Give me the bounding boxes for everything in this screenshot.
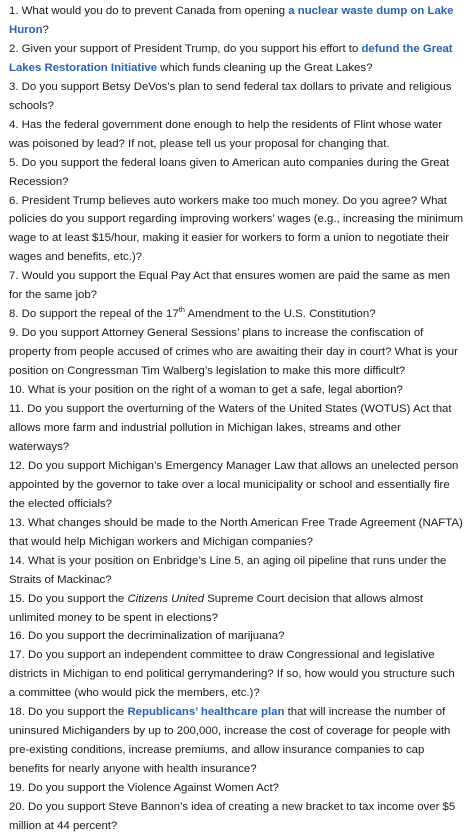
question-15 (9, 590, 464, 628)
question-11 (9, 400, 464, 457)
healthcare-plan-link[interactable]: Republicans’ healthcare plan (127, 706, 285, 719)
question-20 (9, 798, 464, 836)
question-text: What changes should be made to the North American Free Trade Agreement (NAFTA) that would help Michigan workers and Michigan companies? (9, 516, 463, 548)
question-text: Do you support an independent committee to draw Congressional and legislative districts in Michigan to end political gerrymandering? If so, how would you structure such a committee (who would pick the members, etc.)? (9, 649, 455, 700)
question-text: Would you support the Equal Pay Act that ensures women are paid the same as men for the same job? (9, 270, 451, 302)
question-text: that will increase the number of uninsured Michiganders by up to 200,000, increase the cost of coverage for people with pre-existing conditions, increase premiums, and allow insurance companies to cap benefits for nearly anyone with health insurance? (9, 706, 451, 776)
question-text: Do you support the Violence Against Women Act? (28, 782, 279, 795)
question-number: 18. (9, 706, 25, 719)
question-number: 5. (9, 156, 19, 169)
great-lakes-restoration-link[interactable]: defund the Great Lakes Restoration Initiative (9, 42, 453, 74)
question-text: Do you support the (28, 592, 128, 605)
question-6 (9, 192, 464, 268)
question-number: 2. (9, 42, 19, 55)
question-number: 15. (9, 592, 25, 605)
question-number: 14. (9, 554, 25, 567)
question-number: 10. (9, 384, 25, 397)
case-name: Citizens United (127, 592, 205, 605)
question-number: 19. (9, 782, 25, 795)
question-18 (9, 703, 464, 779)
question-text: ? (42, 23, 49, 36)
question-2 (9, 40, 464, 78)
question-number: 12. (9, 459, 25, 472)
question-text: Do you support the federal loans given to American auto companies during the Great Recession? (9, 156, 450, 188)
question-text: Amendment to the U.S. Constitution? (184, 308, 376, 321)
question-14 (9, 552, 464, 590)
question-5 (9, 154, 464, 192)
question-13 (9, 514, 464, 552)
question-number: 20. (9, 801, 25, 814)
question-text: What is your position on the right of a woman to get a safe, legal abortion? (28, 384, 403, 397)
question-10 (9, 381, 464, 400)
question-number: 6. (9, 194, 19, 207)
question-12 (9, 457, 464, 514)
ordinal-suffix: th (178, 305, 185, 315)
question-number: 11. (9, 403, 24, 416)
question-16 (9, 627, 464, 646)
question-text: President Trump believes auto workers make too much money. Do you agree? What policies do you support regarding improving workers’ wages (e.g., increasing the minimum wage to at least $15/hour, making it easier for workers to form a union to negotiate their wages and benefits, etc.)? (9, 194, 464, 264)
question-text: Do you support the (28, 706, 128, 719)
question-number: 9. (9, 327, 19, 340)
question-4 (9, 116, 464, 154)
question-text: Supreme Court decision that allows almost unlimited money to be spent in elections? (9, 592, 424, 624)
question-number: 16. (9, 630, 25, 643)
question-text: Do you support Michigan’s Emergency Manager Law that allows an unelected person appointed by the governor to take over a local municipality or school and essentially fire the elected officials? (9, 459, 459, 510)
question-text: Do support the repeal of the 17 (21, 308, 179, 321)
nuclear-waste-dump-link[interactable]: a nuclear waste dump on Lake Huron (9, 5, 454, 36)
question-number: 17. (9, 649, 25, 662)
question-text: Do you support Attorney General Sessions’ plans to increase the confiscation of property from people accused of crimes who are awaiting their day in court? What is your position on Congressman Tim Walberg’s legislation to make this more difficult? (9, 327, 458, 378)
question-number: 8. (9, 308, 19, 321)
question-9 (9, 324, 464, 381)
question-text: Given your support of President Trump, do you support his effort to (21, 42, 362, 55)
question-text: What is your position on Enbridge’s Line 5, an aging oil pipeline that runs under the Straits of Mackinac? (9, 554, 447, 586)
question-text: Do you support the decriminalization of marijuana? (28, 630, 285, 643)
question-7 (9, 267, 464, 305)
question-text: Do you support Steve Bannon’s idea of creating a new bracket to tax income over $5 million at 44 percent? (9, 801, 456, 832)
question-text: Has the federal government done enough to help the residents of Flint whose water was poisoned by lead? If not, please tell us your proposal for changing that. (9, 118, 443, 150)
question-number: 13. (9, 516, 25, 529)
question-text: which funds cleaning up the Great Lakes? (157, 61, 373, 74)
question-number: 3. (9, 80, 19, 93)
question-text: Do you support Betsy DeVos’s plan to send federal tax dollars to private and religious schools? (9, 80, 452, 112)
question-number: 7. (9, 270, 19, 283)
question-text: What would you do to prevent Canada from opening (21, 5, 289, 17)
question-17 (9, 646, 464, 703)
question-1 (9, 2, 464, 40)
question-8 (9, 305, 464, 324)
question-number: 1. (9, 5, 19, 17)
question-3 (9, 78, 464, 116)
question-19 (9, 779, 464, 798)
question-text: Do you support the overturning of the Waters of the United States (WOTUS) Act that allows more farm and industrial pollution in Michigan lakes, streams and other waterways? (9, 403, 452, 453)
question-number: 4. (9, 118, 19, 131)
